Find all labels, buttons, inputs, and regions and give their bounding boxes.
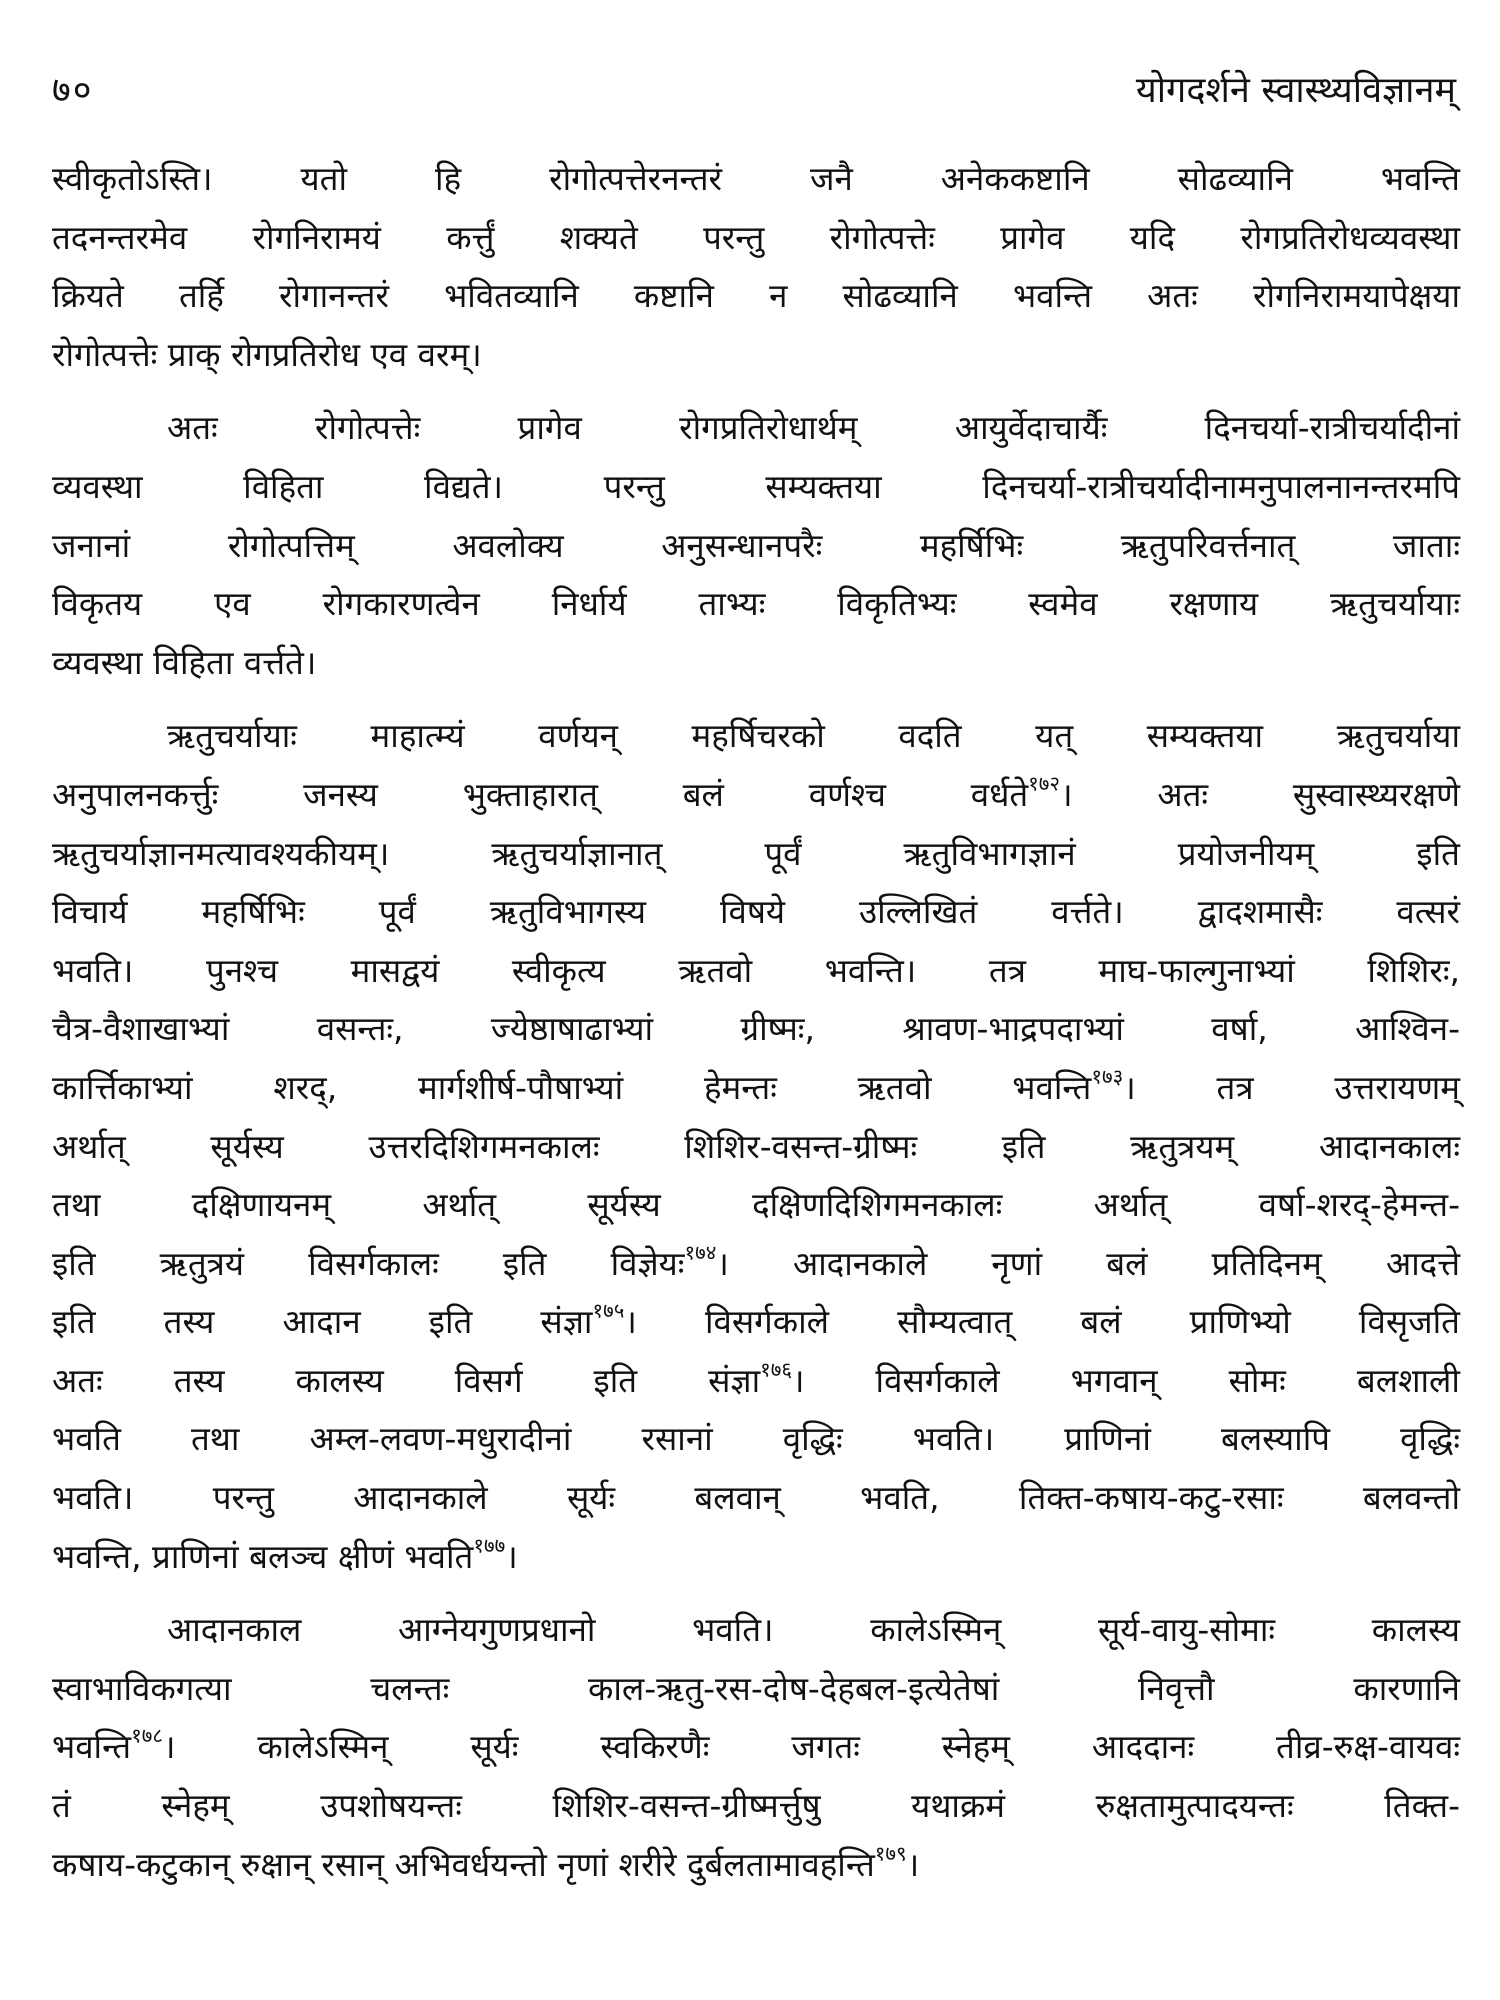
- line-text-after: ।: [906, 1844, 920, 1884]
- line-text-after: । विसर्गकाले भगवान् सोमः बलशाली: [792, 1360, 1460, 1400]
- footnote-marker: १७४: [684, 1240, 717, 1265]
- text-line: [52, 1528, 1460, 1587]
- text-line: [52, 267, 1460, 326]
- footnote-marker: १७७: [473, 1533, 506, 1558]
- text-line: [52, 326, 1460, 385]
- line-text: स्वीकृतोऽस्ति। यतो हि रोगोत्पत्तेरनन्तरं जनै अनेककष्टानि सोढव्यानि भवन्ति: [52, 159, 1460, 198]
- line-text: अतः रोगोत्पत्तेः प्रागेव रोगप्रतिरोधार्थम् आयुर्वेदाचार्यैः दिनचर्या-रात्रीचर्यादीनां: [167, 408, 1460, 448]
- page-number: ७०: [52, 69, 94, 111]
- paragraph: [52, 399, 1460, 692]
- line-text: विचार्य महर्षिभिः पूर्वं ऋतुविभागस्य विषये उल्लिखितं वर्त्तते। द्वादशमासैः वत्सरं: [52, 892, 1460, 932]
- line-text: इति ऋतुत्रयं विसर्गकालः इति विज्ञेयः: [52, 1243, 685, 1283]
- line-text: कार्त्तिकाभ्यां शरद्, मार्गशीर्ष-पौषाभ्यां हेमन्तः ऋतवो भवन्ति: [52, 1067, 1092, 1107]
- text-line: [52, 883, 1460, 942]
- line-text: तं स्नेहम् उपशोषयन्तः शिशिर-वसन्त-ग्रीष्मर्त्तुषु यथाक्रमं रुक्षतामुत्पादयन्तः तिक्त-: [52, 1786, 1460, 1826]
- text-line: [52, 1352, 1460, 1411]
- line-text: ऋतुचर्यायाः माहात्म्यं वर्णयन् महर्षिचरको वदति यत् सम्यक्तया ऋतुचर्याया: [167, 716, 1460, 756]
- text-line: [52, 634, 1460, 693]
- paragraph: [52, 707, 1460, 1586]
- line-text: इति तस्य आदान इति संज्ञा: [52, 1302, 593, 1342]
- line-text: विकृतय एव रोगकारणत्वेन निर्धार्य ताभ्यः विकृतिभ्यः स्वमेव रक्षणाय ऋतुचर्यायाः: [52, 584, 1460, 624]
- text-line: [52, 707, 1460, 766]
- line-text: स्वाभाविकगत्या चलन्तः काल-ऋतु-रस-दोष-देहबल-इत्येतेषां निवृत्तौ कारणानि: [52, 1668, 1460, 1708]
- text-line: [52, 1601, 1460, 1660]
- line-text: कषाय-कटुकान् रुक्षान् रसान् अभिवर्धयन्तो नृणां शरीरे दुर्बलतामावहन्ति: [52, 1844, 875, 1884]
- running-head: [52, 58, 1456, 118]
- line-text: रोगोत्पत्तेः प्राक् रोगप्रतिरोध एव वरम्।: [52, 334, 482, 374]
- footnote-marker: १७२: [1028, 771, 1061, 796]
- line-text: अर्थात् सूर्यस्य उत्तरदिशिगमनकालः शिशिर-वसन्त-ग्रीष्मः इति ऋतुत्रयम् आदानकालः: [52, 1126, 1460, 1166]
- text-line: [52, 1235, 1460, 1294]
- line-text: भवति तथा अम्ल-लवण-मधुरादीनां रसानां वृद्धिः भवति। प्राणिनां बलस्यापि वृद्धिः: [52, 1419, 1460, 1459]
- text-line: [52, 1718, 1460, 1777]
- text-line: [52, 1410, 1460, 1469]
- line-text: क्रियते तर्हि रोगानन्तरं भवितव्यानि कष्टानि न सोढव्यानि भवन्ति अतः रोगनिरामयापेक्षया: [52, 276, 1460, 316]
- text-line: [52, 942, 1460, 1001]
- text-line: [52, 1469, 1460, 1528]
- line-text-after: । अतः सुस्वास्थ्यरक्षणे: [1060, 774, 1460, 814]
- text-line: [52, 1059, 1460, 1118]
- line-text-after: । आदानकाले नृणां बलं प्रतिदिनम् आदत्ते: [716, 1243, 1460, 1283]
- line-text: भवन्ति: [52, 1727, 132, 1767]
- line-text-after: । कालेऽस्मिन् सूर्यः स्वकिरणैः जगतः स्नेहम् आददानः तीव्र-रुक्ष-वायवः: [162, 1727, 1460, 1767]
- line-text: जनानां रोगोत्पत्तिम् अवलोक्य अनुसन्धानपरैः महर्षिभिः ऋतुपरिवर्त्तनात् जाताः: [52, 525, 1460, 565]
- text-line: [52, 209, 1460, 268]
- text-line: [52, 399, 1460, 458]
- line-text: भवति। पुनश्च मासद्वयं स्वीकृत्य ऋतवो भवन्ति। तत्र माघ-फाल्गुनाभ्यां शिशिरः,: [52, 950, 1460, 990]
- text-line: [52, 1118, 1460, 1177]
- text-line: [52, 1777, 1460, 1836]
- text-line: [52, 1176, 1460, 1235]
- line-text-after: । तत्र उत्तरायणम्: [1123, 1067, 1460, 1107]
- line-text: भवति। परन्तु आदानकाले सूर्यः बलवान् भवति, तिक्त-कषाय-कटु-रसाः बलवन्तो: [52, 1478, 1460, 1518]
- text-line: [52, 150, 1460, 209]
- line-text: चैत्र-वैशाखाभ्यां वसन्तः, ज्येष्ठाषाढाभ्यां ग्रीष्मः, श्रावण-भाद्रपदाभ्यां वर्षा, आश्विन-: [52, 1009, 1460, 1049]
- text-line: [52, 1836, 1460, 1895]
- line-text: अतः तस्य कालस्य विसर्ग इति संज्ञा: [52, 1360, 761, 1400]
- text-line: [52, 575, 1460, 634]
- paragraph: [52, 1601, 1460, 1894]
- paragraph: [52, 150, 1460, 384]
- text-line: [52, 458, 1460, 517]
- line-text: आदानकाल आग्नेयगुणप्रधानो भवति। कालेऽस्मिन् सूर्य-वायु-सोमाः कालस्य: [167, 1610, 1460, 1650]
- line-text-after: । विसर्गकाले सौम्यत्वात् बलं प्राणिभ्यो विसृजति: [624, 1302, 1460, 1342]
- text-line: [52, 766, 1460, 825]
- footnote-marker: १७५: [592, 1298, 625, 1323]
- line-text: तदनन्तरमेव रोगनिरामयं कर्त्तुं शक्यते परन्तु रोगोत्पत्तेः प्रागेव यदि रोगप्रतिरोधव्यवस्था: [52, 217, 1460, 257]
- line-text: व्यवस्था विहिता वर्त्तते।: [52, 642, 317, 682]
- line-text: व्यवस्था विहिता विद्यते। परन्तु सम्यक्तया दिनचर्या-रात्रीचर्यादीनामनुपालनानन्तरमपि: [52, 466, 1460, 506]
- text-line: [52, 517, 1460, 576]
- line-text: भवन्ति, प्राणिनां बलञ्च क्षीणं भवति: [52, 1536, 474, 1576]
- line-text: अनुपालनकर्त्तुः जनस्य भुक्ताहारात् बलं वर्णश्च वर्धते: [52, 774, 1029, 814]
- footnote-marker: १७६: [760, 1357, 793, 1382]
- text-line: [52, 825, 1460, 884]
- line-text: तथा दक्षिणायनम् अर्थात् सूर्यस्य दक्षिणदिशिगमनकालः अर्थात् वर्षा-शरद्-हेमन्त-: [52, 1185, 1460, 1225]
- footnote-marker: १७८: [131, 1724, 163, 1749]
- footnote-marker: १७३: [1091, 1064, 1124, 1089]
- line-text-after: ।: [505, 1536, 518, 1576]
- text-line: [52, 1660, 1460, 1719]
- line-text: ऋतुचर्याज्ञानमत्यावश्यकीयम्। ऋतुचर्याज्ञानात् पूर्वं ऋतुविभागज्ञानं प्रयोजनीयम् इति: [52, 833, 1460, 873]
- footnote-marker: १७९: [874, 1841, 907, 1866]
- text-line: [52, 1293, 1460, 1352]
- text-line: [52, 1000, 1460, 1059]
- running-title: योगदर्शने स्वास्थ्यविज्ञानम्: [1135, 69, 1456, 111]
- body-text: [52, 150, 1460, 1894]
